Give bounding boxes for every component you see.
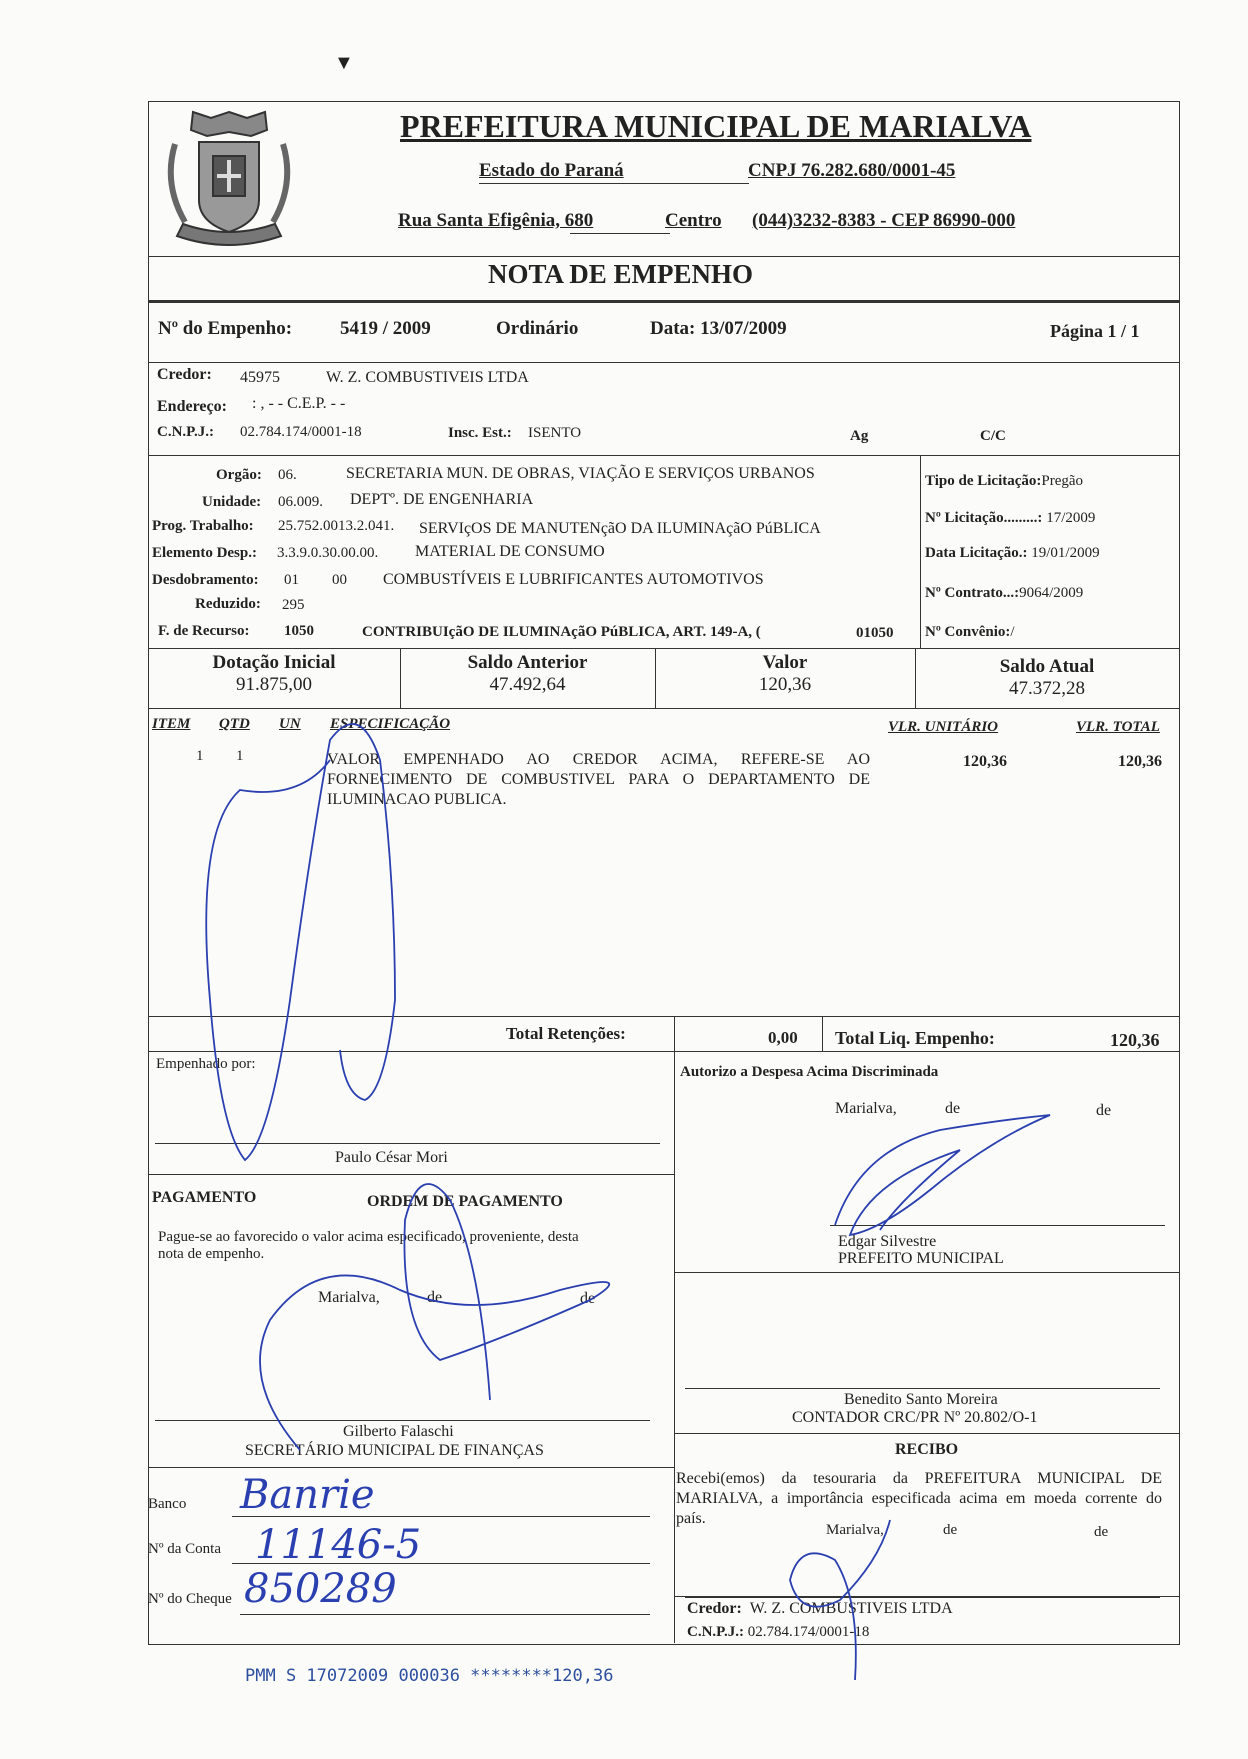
divider: [148, 362, 1180, 363]
endereco-label: Endereço:: [157, 398, 227, 415]
cnpj-label: C.N.P.J.:: [157, 424, 214, 440]
ag-label: Ag: [850, 428, 869, 444]
banco-label: Banco: [148, 1496, 187, 1512]
col-especificacao: ESPECIFICAÇÃO: [330, 716, 451, 732]
divider: [148, 300, 1180, 303]
description-line: ILUMINACAO PUBLICA.: [327, 791, 507, 808]
item-number: 1: [196, 748, 204, 764]
autorizo-city: Marialva,: [835, 1100, 897, 1117]
autorizo-de: de: [1096, 1102, 1112, 1119]
signature-line: [155, 1143, 660, 1144]
saldo-atual: [915, 656, 1179, 700]
credor-name: W. Z. COMBUSTIVEIS LTDA: [326, 369, 529, 386]
header-address: Rua Santa Efigênia, 680: [398, 210, 594, 231]
item-qtd: 1: [236, 748, 244, 764]
retencoes-value: 0,00: [768, 1028, 798, 1047]
insc-value: ISENTO: [528, 425, 582, 441]
unidade-name: DEPTº. DE ENGENHARIA: [350, 491, 534, 508]
pagamento-text: nota de empenho.: [158, 1246, 265, 1262]
retencoes-label: Total Retenções:: [506, 1024, 626, 1043]
cc-label: C/C: [980, 428, 1006, 444]
recibo-cnpj: C.N.P.J.: 02.784.174/0001-18: [687, 1624, 870, 1640]
conta-value: 11146-5: [255, 1522, 422, 1568]
recibo-de: de: [1094, 1524, 1109, 1540]
recibo-line: MARIALVA, a importância especificada acima em moeda corrente do: [676, 1490, 1162, 1507]
pagamento-label: PAGAMENTO: [152, 1189, 257, 1206]
data-licitacao: Data Licitação.: 19/01/2009: [925, 545, 1100, 561]
elemento-name: MATERIAL DE CONSUMO: [415, 543, 605, 560]
divider: [822, 1016, 823, 1051]
divider: [920, 455, 921, 648]
desdobramento-code1: 01: [284, 572, 299, 588]
empenho-date: Data: 13/07/2009: [650, 318, 787, 339]
col-qtd: QTD: [219, 716, 250, 732]
state-name: Estado do Paraná: [479, 160, 624, 181]
col-item: ITEM: [152, 716, 191, 732]
secretario-name: Gilberto Falaschi: [343, 1423, 454, 1440]
description-line: VALOR EMPENHADO AO CREDOR ACIMA, REFERE-SE AO: [327, 751, 870, 768]
desdobramento-code2: 00: [332, 572, 347, 588]
header-cnpj: CNPJ 76.282.680/0001-45: [748, 160, 956, 181]
empenhado-label: Empenhado por:: [156, 1056, 256, 1072]
signature-line: [685, 1388, 1160, 1389]
divider: [148, 648, 1180, 649]
empenho-type: Ordinário: [496, 318, 579, 339]
address-underline: [570, 233, 670, 234]
empenho-label: Nº do Empenho:: [158, 318, 293, 339]
numero-convenio: Nº Convênio:/: [925, 624, 1015, 640]
numero-licitacao: Nº Licitação.........: 17/2009: [925, 510, 1096, 526]
contador-name: Benedito Santo Moreira: [844, 1391, 998, 1408]
saldo-label: Saldo Anterior: [467, 652, 588, 673]
numero-contrato: Nº Contrato...:9064/2009: [925, 585, 1084, 601]
saldo-valor: [655, 652, 915, 696]
pagamento-de: de: [427, 1289, 443, 1306]
recibo-credor: Credor: W. Z. COMBUSTIVEIS LTDA: [687, 1600, 953, 1617]
saldo-anterior: [400, 652, 655, 696]
unidade-code: 06.009.: [278, 494, 323, 510]
saldo-dotacao: [148, 652, 400, 696]
prog-code: 25.752.0013.2.041.: [278, 518, 395, 534]
coat-of-arms-logo: [155, 104, 303, 254]
saldo-value: 47.492,64: [489, 674, 566, 695]
elemento-label: Elemento Desp.:: [152, 545, 257, 561]
elemento-code: 3.3.9.0.30.00.00.: [277, 545, 379, 561]
endereco-value: : , - - C.E.P. - -: [252, 395, 346, 412]
bank-stamp: PMM S 17072009 000036 ********120,36: [245, 1666, 614, 1686]
signature-line: [830, 1225, 1165, 1226]
signature-line: [155, 1420, 650, 1421]
saldo-value: 91.875,00: [236, 674, 312, 695]
desdobramento-name: COMBUSTÍVEIS E LUBRIFICANTES AUTOMOTIVOS: [383, 571, 764, 588]
prog-label: Prog. Trabalho:: [152, 518, 254, 534]
item-description: [327, 750, 870, 810]
recibo-line: país.: [676, 1510, 706, 1527]
scan-mark: ▼: [334, 52, 354, 74]
recibo-title: RECIBO: [895, 1441, 959, 1458]
recurso-label: F. de Recurso:: [158, 623, 250, 639]
pagamento-de: de: [580, 1290, 596, 1307]
recibo-line: Recebi(emos) da tesouraria da PREFEITURA MUNICIPAL DE: [676, 1470, 1162, 1487]
page-number: Página 1 / 1: [1050, 321, 1140, 341]
saldo-label: Saldo Atual: [999, 656, 1095, 677]
divider: [148, 1467, 674, 1468]
autorizo-de: de: [945, 1100, 961, 1117]
divider: [148, 455, 1180, 456]
empenhado-name: Paulo César Mori: [335, 1149, 448, 1166]
empenho-number: 5419 / 2009: [340, 318, 431, 339]
desdobramento-label: Desdobramento:: [152, 572, 259, 588]
prog-name: SERVIçOS DE MANUTENçãO DA ILUMINAçãO PúBLICA: [419, 520, 821, 537]
contador-role: CONTADOR CRC/PR Nº 20.802/O-1: [792, 1409, 1038, 1426]
liq-empenho-label: Total Liq. Empenho:: [835, 1028, 995, 1048]
state-underline: [479, 183, 749, 184]
saldo-value: 120,36: [758, 674, 812, 695]
col-vlr-unitario: VLR. UNITÁRIO: [888, 719, 999, 735]
saldo-label: Dotação Inicial: [212, 652, 336, 673]
recurso-name: CONTRIBUIçãO DE ILUMINAçãO PúBLICA, ART. 149-A, (: [362, 624, 761, 640]
tipo-licitacao: Tipo de Licitação:Pregão: [925, 473, 1084, 489]
recibo-text: [676, 1469, 1162, 1529]
orgao-label: Orgão:: [216, 467, 262, 483]
description-line: FORNECIMENTO DE COMBUSTIVEL PARA O DEPARTAMENTO DE: [327, 771, 870, 788]
credor-label: Credor:: [157, 366, 212, 383]
divider: [674, 1016, 675, 1643]
divider: [148, 1016, 1180, 1017]
divider: [148, 1174, 674, 1175]
divider: [148, 256, 1180, 257]
credor-code: 45975: [240, 369, 280, 386]
prefeito-name: Edgar Silvestre: [838, 1233, 937, 1250]
cheque-line: [240, 1614, 650, 1615]
banco-value: Banrie: [240, 1472, 375, 1518]
pagamento-city: Marialva,: [318, 1289, 380, 1306]
col-vlr-total: VLR. TOTAL: [1076, 719, 1160, 735]
cheque-label: Nº do Cheque: [148, 1591, 232, 1607]
divider: [674, 1272, 1180, 1273]
insc-label: Insc. Est.:: [448, 425, 512, 441]
pagamento-text: Pague-se ao favorecido o valor acima especificado, proveniente, desta: [158, 1229, 579, 1245]
reduzido-value: 295: [282, 597, 305, 613]
ordem-pagamento-label: ORDEM DE PAGAMENTO: [367, 1193, 563, 1210]
header-district: Centro: [665, 210, 722, 231]
cnpj-value: 02.784.174/0001-18: [240, 424, 362, 440]
col-un: UN: [279, 716, 301, 732]
secretario-role: SECRETÁRIO MUNICIPAL DE FINANÇAS: [245, 1442, 544, 1459]
unidade-label: Unidade:: [202, 494, 262, 510]
signature-line: [685, 1597, 1160, 1598]
recibo-city: Marialva,: [826, 1522, 884, 1538]
header-phone-cep: (044)3232-8383 - CEP 86990-000: [752, 210, 1016, 231]
recibo-de: de: [943, 1522, 958, 1538]
page-title: PREFEITURA MUNICIPAL DE MARIALVA: [400, 108, 1032, 144]
item-vlr-total: 120,36: [1118, 753, 1162, 770]
cheque-value: 850289: [244, 1566, 397, 1612]
recurso-code2: 01050: [856, 625, 894, 641]
liq-empenho-value: 120,36: [1110, 1030, 1160, 1050]
prefeito-role: PREFEITO MUNICIPAL: [838, 1250, 1004, 1267]
reduzido-label: Reduzido:: [195, 596, 261, 612]
saldo-value: 47.372,28: [1009, 678, 1085, 699]
conta-label: Nº da Conta: [148, 1541, 221, 1557]
document-title: NOTA DE EMPENHO: [488, 259, 754, 289]
orgao-code: 06.: [278, 467, 297, 483]
autorizo-label: Autorizo a Despesa Acima Discriminada: [680, 1064, 939, 1080]
divider: [148, 708, 1180, 709]
recurso-code: 1050: [284, 623, 314, 639]
saldo-label: Valor: [762, 652, 808, 673]
divider: [148, 1051, 1180, 1052]
divider: [674, 1433, 1180, 1434]
orgao-name: SECRETARIA MUN. DE OBRAS, VIAÇÃO E SERVIÇOS URBANOS: [346, 465, 815, 482]
item-vlr-unitario: 120,36: [963, 753, 1007, 770]
